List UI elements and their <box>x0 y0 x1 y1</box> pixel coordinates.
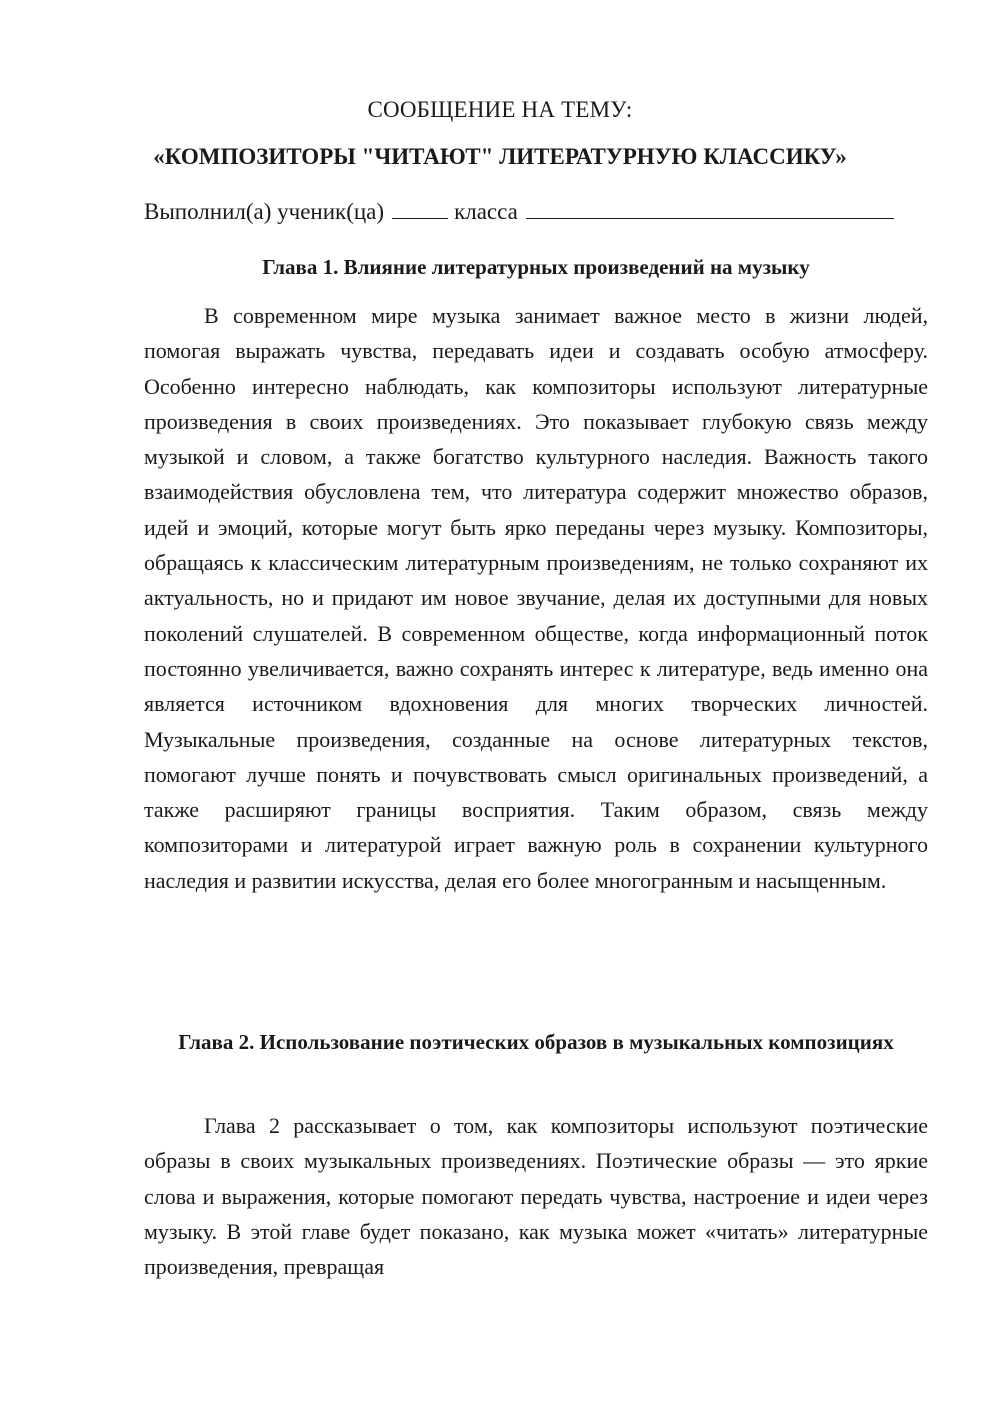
chapter-2-paragraph: Глава 2 рассказывает о том, как композиторы используют поэтические образы в своих музыкальных произведениях. Поэтические образы — это яркие слова и выражения, которые помогают передать чувства, настроение и идеи через музыку. В этой главе будет показано, как музыка может «читать» литературные произведения, превращая <box>144 1113 928 1280</box>
chapter-2-heading: Глава 2. Использование поэтических образов в музыкальных композициях <box>178 1030 894 1054</box>
document-title: «КОМПОЗИТОРЫ "ЧИТАЮТ" ЛИТЕРАТУРНУЮ КЛАССИКУ» <box>153 144 847 169</box>
chapter-1-heading: Глава 1. Влияние литературных произведений на музыку <box>262 255 810 279</box>
author-byline <box>144 198 934 226</box>
grade-blank <box>392 198 448 219</box>
byline-class-label: класса <box>454 199 518 224</box>
chapter-1-paragraph: В современном мире музыка занимает важное место в жизни людей, помогая выражать чувства, передавать идеи и создавать особую атмосферу. Особенно интересно наблюдать, как композиторы используют литературные произведения в своих произведениях. Это показывает глубокую связь между музыкой и словом, а также богатство культурного наследия. Важность такого взаимодействия обусловлена тем, что литература содержит множество образов, идей и эмоций, которые могут быть ярко переданы через музыку. Композиторы, обращаясь к классическим литературным произведениям, не только сохраняют их актуальность, но и придают им новое звучание, делая их доступными для новых поколений слушателей. В современном обществе, когда информационный поток постоянно увеличивается, важно сохранять интерес к литературе, ведь именно она является источником вдохновения для многих творческих личностей. Музыкальные произведения, созданные на основе литературных текстов, помогают лучше понять и почувствовать смысл оригинальных произведений, а также расширяют границы восприятия. Таким образом, связь между композиторами и литературой играет важную роль в сохранении культурного наследия и развитии искусства, делая его более многогранным и насыщенным. <box>144 303 928 893</box>
name-blank <box>526 198 894 219</box>
document-topic: СООБЩЕНИЕ НА ТЕМУ: <box>367 97 633 122</box>
byline-prefix: Выполнил(а) ученик(ца) <box>144 199 385 224</box>
